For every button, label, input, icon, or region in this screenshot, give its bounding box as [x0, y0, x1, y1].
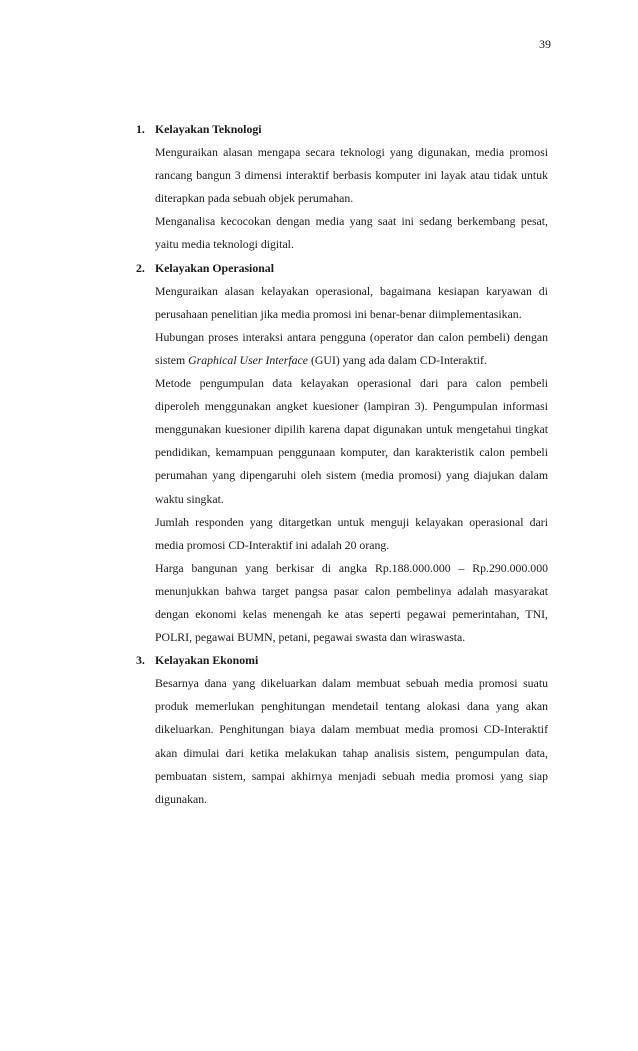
- text-segment: Hubungan proses interaksi antara pengguna (operator dan calon pembeli) dengan sistem: [155, 329, 548, 367]
- page-number: 39: [539, 37, 551, 51]
- paragraph: Metode pengumpulan data kelayakan operasional dari para calon pembeli diperoleh menggunakan angket kuesioner (lampiran 3). Pengumpulan informasi menggunakan kuesioner dipilih karena dapat digunakan untuk mengetahui tingkat pendidikan, kemampuan penggunaan komputer, dan karakteristik calon pembeli perumahan yang dipengaruhi oleh sistem (media promosi) yang diajukan dalam waktu singkat.: [155, 376, 548, 506]
- section-title: Kelayakan Teknologi: [155, 122, 262, 136]
- paragraph: Menguraikan alasan kelayakan operasional, bagaimana kesiapan karyawan di perusahaan penelitian jika media promosi ini benar-benar diimplementasikan.: [155, 283, 548, 321]
- paragraph-gui: [155, 326, 548, 372]
- paragraph: Besarnya dana yang dikeluarkan dalam membuat sebuah media promosi suatu produk memerlukan penghitungan mendetail tentang alokasi dana yang akan dikeluarkan. Penghitungan biaya dalam membuat media promosi CD-Interaktif akan dimulai dari ketika melakukan tahap analisis sistem, pengumpulan data, pembuatan sistem, sampai akhirnya menjadi sebuah media promosi yang siap digunakan.: [155, 676, 548, 806]
- section-heading: [136, 118, 548, 141]
- paragraph: Menguraikan alasan mengapa secara teknologi yang digunakan, media promosi rancang bangun 3 dimensi interaktif berbasis komputer ini layak atau tidak untuk diterapkan pada sebuah objek perumahan.: [155, 145, 548, 206]
- section-number: 3.: [136, 653, 145, 668]
- section-title: Kelayakan Operasional: [155, 260, 274, 275]
- section-title: Kelayakan Ekonomi: [155, 653, 259, 668]
- section-kelayakan-operasional: [136, 257, 548, 650]
- paragraph: Harga bangunan yang berkisar di angka Rp.188.000.000 – Rp.290.000.000 menunjukkan bahwa target pangsa pasar calon pembelinya adalah masyarakat dengan ekonomi kelas menengah ke atas seperti pegawai pemerintahan, TNI, POLRI, pegawai BUMN, petani, pegawai swasta dan wiraswasta.: [155, 560, 548, 645]
- section-heading: [136, 257, 548, 280]
- paragraph: Menganalisa kecocokan dengan media yang saat ini sedang berkembang pesat, yaitu media teknologi digital.: [155, 214, 548, 252]
- paragraph: Jumlah responden yang ditargetkan untuk menguji kelayakan operasional dari media promosi CD-Interaktif ini adalah 20 orang.: [155, 514, 548, 552]
- text-segment: (GUI) yang ada dalam CD-Interaktif.: [308, 352, 487, 367]
- section-number: 1.: [136, 122, 145, 136]
- section-kelayakan-teknologi: [136, 118, 548, 257]
- section-kelayakan-ekonomi: [136, 649, 548, 811]
- section-number: 2.: [136, 260, 145, 275]
- italic-term: Graphical User Interface: [188, 352, 309, 367]
- document-body: [136, 118, 548, 811]
- section-heading: [136, 649, 548, 672]
